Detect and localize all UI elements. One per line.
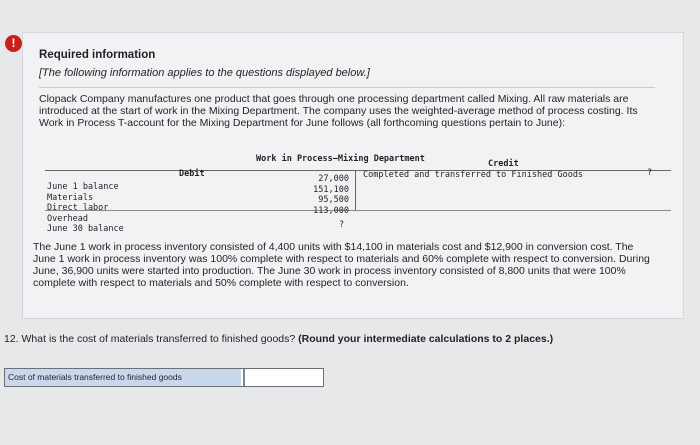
cost-materials-input[interactable] [243,369,323,386]
question-emphasis: (Round your intermediate calculations to 2 places.) [298,333,554,345]
debit-label: Materials [47,192,94,203]
debit-value: 27,000 [318,174,349,184]
debit-header: Debit [179,169,205,179]
t-account-center-line [355,170,356,210]
debit-label: June 1 balance [47,182,119,192]
t-account-title: Work in Process—Mixing Department [256,154,425,164]
intro-text: Clopack Company manufactures one product that goes through one processing department called Mixing. All raw materials are introduced at the start of work in the Mixing Department. The company uses the weighted-average method of process costing. Its Work in Process T-account for the Mixing Department for June follows (all forthcoming questions pertain to June): [39,93,638,129]
details-paragraph: The June 1 work in process inventory consisted of 4,400 units with $14,100 in materials cost and $12,900 in conversion cost. The June 1 work in process inventory was 100% complete with respect to materials and 60% complete with respect to conversion. During June, 36,900 units were started into production. The June 30 work in process inventory consisted of 8,800 units that were 100% complete with respect to materials and 50% complete with respect to conversion. [33,241,650,289]
answer-row [4,368,324,387]
debit-labels [47,182,124,235]
debit-label: Overhead [47,213,88,224]
credit-value: ? [647,168,653,178]
question-text: 12. What is the cost of materials transferred to finished goods? [4,333,296,345]
required-info-subtitle: [The following information applies to the questions displayed below.] [39,67,370,79]
question-12 [4,333,553,345]
credit-item-label: Completed and transferred to Finished Goods [363,170,584,180]
debit-label: Direct labor [47,203,109,213]
debit-value: 113,000 [313,205,349,216]
june30-value: ? [339,220,345,230]
divider [39,87,655,88]
debit-value: 151,100 [313,184,349,195]
required-info-title: Required information [39,49,156,61]
required-information-panel [22,32,684,319]
debit-values [273,174,349,216]
t-account-bottom-line [45,210,671,211]
alert-icon: ! [5,35,22,52]
credit-header: Credit [488,159,519,169]
debit-label: June 30 balance [47,224,124,234]
debit-value: 95,500 [318,195,349,205]
answer-label: Cost of materials transferred to finished goods [5,369,241,386]
